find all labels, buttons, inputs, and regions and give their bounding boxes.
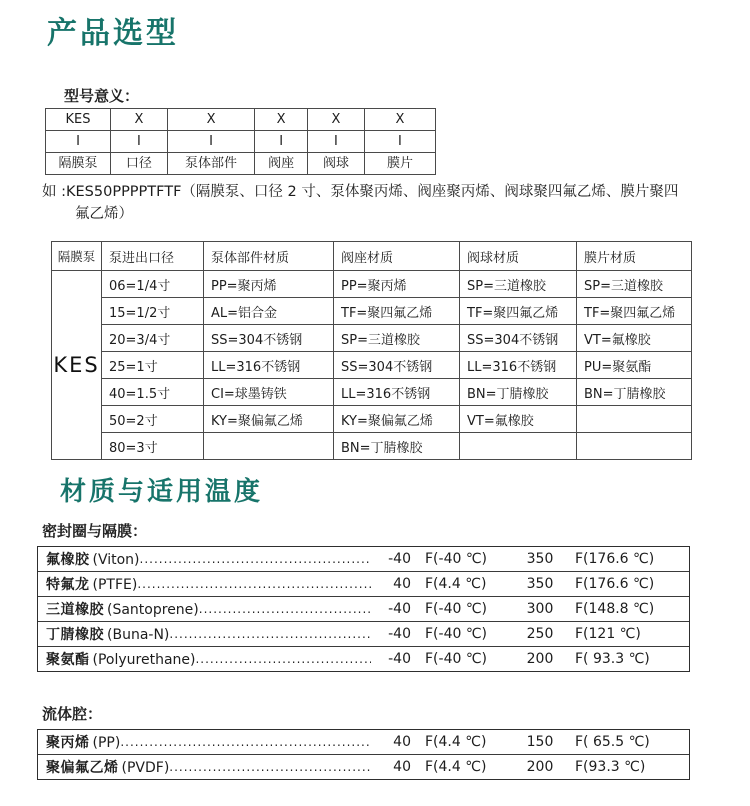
ball-cell: VT=氟橡胶 [460, 406, 577, 433]
low-temp-c: F(-40 ℃) [425, 601, 488, 617]
diaphragm-cell: VT=氟橡胶 [577, 325, 692, 352]
low-temp-c: F(4.4 ℃) [425, 576, 487, 592]
model-code-cell: I [255, 131, 308, 153]
size-cell: 80=3寸 [102, 433, 204, 460]
col-header-pump: 隔膜泵 [52, 242, 102, 271]
model-code-cell: I [111, 131, 168, 153]
body-cell: PP=聚丙烯 [204, 271, 334, 298]
model-meaning-label: 型号意义： [64, 87, 140, 105]
material-name [46, 549, 140, 569]
ball-cell: BN=丁腈橡胶 [460, 379, 577, 406]
model-code-cell: KES [46, 109, 111, 131]
material-name-cn: 聚偏氟乙烯 [46, 760, 119, 776]
model-code-cell: 口径 [111, 153, 168, 175]
selection-row [52, 406, 692, 433]
body-cell [204, 433, 334, 460]
dot-leader [120, 735, 371, 749]
ball-cell: SS=304不锈钢 [460, 325, 577, 352]
model-code-cell: X [111, 109, 168, 131]
low-temp-f: -40 [388, 626, 411, 642]
material-name [46, 624, 169, 644]
model-code-cell: I [364, 131, 435, 153]
model-code-cell: 泵体部件 [167, 153, 254, 175]
selection-header-row [52, 242, 692, 271]
high-temp-f: 200 [526, 759, 554, 775]
low-temp-f: -40 [388, 551, 411, 567]
dot-leader [169, 760, 371, 774]
diaphragm-cell: PU=聚氨酯 [577, 352, 692, 379]
size-cell: 15=1/2寸 [102, 298, 204, 325]
material-selection-table [51, 241, 692, 460]
high-temp-f: 150 [526, 734, 554, 750]
material-name-cn: 聚丙烯 [46, 735, 90, 751]
selection-row [52, 271, 692, 298]
col-header-diaphragm-material: 膜片材质 [577, 242, 692, 271]
body-cell: AL=铝合金 [204, 298, 334, 325]
seat-cell: KY=聚偏氟乙烯 [334, 406, 460, 433]
seat-cell: TF=聚四氟乙烯 [334, 298, 460, 325]
seat-cell: SS=304不锈钢 [334, 352, 460, 379]
material-name-en: (PTFE) [92, 577, 138, 593]
model-code-cell: X [364, 109, 435, 131]
selection-row [52, 433, 692, 460]
low-temp-f: 40 [393, 734, 411, 750]
size-cell: 06=1/4寸 [102, 271, 204, 298]
low-temp-f: 40 [393, 759, 411, 775]
material-name [46, 732, 120, 752]
seat-cell: BN=丁腈橡胶 [334, 433, 460, 460]
material-name [46, 757, 169, 777]
low-temp-f: 40 [393, 576, 411, 592]
ball-cell: LL=316不锈钢 [460, 352, 577, 379]
body-cell: LL=316不锈钢 [204, 352, 334, 379]
high-temp-c: F(148.8 ℃) [575, 601, 655, 617]
model-code-cell: X [255, 109, 308, 131]
ball-cell: SP=三道橡胶 [460, 271, 577, 298]
temp-row [38, 622, 689, 647]
high-temp-f: 200 [526, 651, 554, 667]
temp-row [38, 730, 689, 755]
material-name-en: (Polyurethane) [92, 652, 196, 668]
high-temp-f: 250 [526, 626, 554, 642]
seal-diaphragm-label: 密封圈与隔膜： [42, 522, 148, 540]
model-code-cell: 膜片 [364, 153, 435, 175]
high-temp-c: F( 65.5 ℃) [575, 734, 650, 750]
ball-cell [460, 433, 577, 460]
low-temp-c: F(-40 ℃) [425, 626, 488, 642]
material-name [46, 649, 195, 669]
low-temp-c: F(4.4 ℃) [425, 759, 487, 775]
model-code: KES [52, 271, 102, 460]
model-code-cell: I [308, 131, 365, 153]
body-cell: KY=聚偏氟乙烯 [204, 406, 334, 433]
material-name [46, 574, 137, 594]
col-header-ball-material: 阀球材质 [460, 242, 577, 271]
dot-leader [140, 552, 371, 566]
model-code-row [46, 131, 436, 153]
seat-cell: PP=聚丙烯 [334, 271, 460, 298]
seat-cell: SP=三道橡胶 [334, 325, 460, 352]
material-name-en: (Buna-N) [107, 627, 170, 643]
temp-row [38, 547, 689, 572]
body-cell: CI=球墨铸铁 [204, 379, 334, 406]
seal-temp-table [37, 546, 690, 672]
model-code-cell: 隔膜泵 [46, 153, 111, 175]
high-temp-c: F( 93.3 ℃) [575, 651, 650, 667]
ball-cell: TF=聚四氟乙烯 [460, 298, 577, 325]
model-code-cell: I [46, 131, 111, 153]
selection-row [52, 325, 692, 352]
selection-row [52, 352, 692, 379]
model-code-table [45, 108, 436, 175]
size-cell: 40=1.5寸 [102, 379, 204, 406]
selection-row [52, 379, 692, 406]
model-example-text: 如 :KES50PPPPTFTF（隔膜泵、口径 2 寸、泵体聚丙烯、阀座聚丙烯、阀球聚四氟乙烯、膜片聚四氟乙烯） [42, 184, 679, 222]
temp-row [38, 597, 689, 622]
material-name-cn: 氟橡胶 [46, 552, 90, 568]
model-code-cell: X [308, 109, 365, 131]
material-name-en: (Viton) [92, 552, 140, 568]
material-name-en: (Santoprene) [107, 602, 199, 618]
model-code-cell: 阀球 [308, 153, 365, 175]
body-cell: SS=304不锈钢 [204, 325, 334, 352]
low-temp-c: F(-40 ℃) [425, 551, 488, 567]
col-header-body-material: 泵体部件材质 [204, 242, 334, 271]
col-header-port-size: 泵进出口径 [102, 242, 204, 271]
diaphragm-cell: SP=三道橡胶 [577, 271, 692, 298]
material-name-cn: 聚氨酯 [46, 652, 90, 668]
temp-row [38, 572, 689, 597]
dot-leader [137, 577, 371, 591]
low-temp-c: F(4.4 ℃) [425, 734, 487, 750]
page-title: 产品选型 [47, 16, 179, 51]
model-code-row [46, 153, 436, 175]
selection-row [52, 298, 692, 325]
high-temp-f: 350 [526, 576, 554, 592]
material-name-en: (PVDF) [121, 760, 170, 776]
size-cell: 25=1寸 [102, 352, 204, 379]
material-name-en: (PP) [92, 735, 121, 751]
high-temp-f: 300 [526, 601, 554, 617]
temp-row [38, 647, 689, 671]
material-name-cn: 丁腈橡胶 [46, 627, 104, 643]
size-cell: 50=2寸 [102, 406, 204, 433]
model-code-cell: I [167, 131, 254, 153]
dot-leader [199, 602, 371, 616]
fluid-chamber-label: 流体腔： [42, 705, 103, 723]
high-temp-f: 350 [526, 551, 554, 567]
low-temp-c: F(-40 ℃) [425, 651, 488, 667]
material-name [46, 599, 199, 619]
diaphragm-cell [577, 433, 692, 460]
diaphragm-cell: TF=聚四氟乙烯 [577, 298, 692, 325]
dot-leader [195, 652, 371, 666]
high-temp-c: F(176.6 ℃) [575, 576, 655, 592]
section-title-materials-temperature: 材质与适用温度 [60, 477, 264, 507]
high-temp-c: F(93.3 ℃) [575, 759, 646, 775]
dot-leader [169, 627, 371, 641]
temp-row [38, 755, 689, 779]
model-code-row [46, 109, 436, 131]
low-temp-f: -40 [388, 651, 411, 667]
fluid-temp-table [37, 729, 690, 780]
material-name-cn: 特氟龙 [46, 577, 90, 593]
diaphragm-cell: BN=丁腈橡胶 [577, 379, 692, 406]
size-cell: 20=3/4寸 [102, 325, 204, 352]
low-temp-f: -40 [388, 601, 411, 617]
diaphragm-cell [577, 406, 692, 433]
high-temp-c: F(121 ℃) [575, 626, 641, 642]
seat-cell: LL=316不锈钢 [334, 379, 460, 406]
model-code-cell: X [167, 109, 254, 131]
col-header-seat-material: 阀座材质 [334, 242, 460, 271]
material-name-cn: 三道橡胶 [46, 602, 104, 618]
model-code-cell: 阀座 [255, 153, 308, 175]
high-temp-c: F(176.6 ℃) [575, 551, 655, 567]
